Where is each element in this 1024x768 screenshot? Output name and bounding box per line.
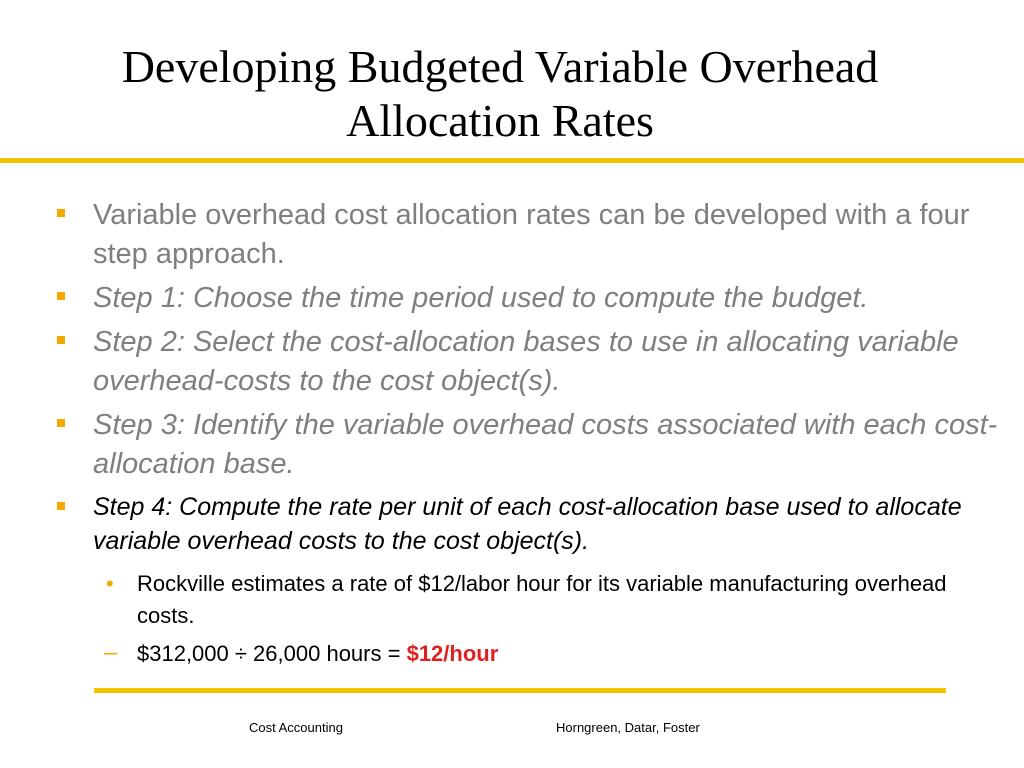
slide-title-line-2: Allocation Rates — [346, 95, 654, 146]
calculation-result: $12/hour — [406, 641, 499, 666]
bullet-step-3 — [0, 406, 1024, 484]
bullet-step-2 — [0, 323, 1024, 401]
calculation-expression: $312,000 ÷ 26,000 hours = — [137, 641, 407, 666]
bullet-step-4 — [0, 490, 1024, 558]
square-bullet-icon — [57, 502, 65, 510]
square-bullet-icon — [57, 419, 65, 427]
dot-bullet-icon: • — [106, 571, 114, 596]
bullet-step-1 — [0, 279, 1024, 318]
square-bullet-icon — [57, 292, 65, 300]
slide-title-line-1: Developing Budgeted Variable Overhead — [121, 41, 879, 92]
sub-bullet-calculation — [0, 638, 1024, 670]
slide-title — [0, 40, 1000, 148]
bullet-step-1-text: Step 1: Choose the time period used to compute the budget. — [93, 282, 869, 314]
dash-bullet-icon: – — [104, 639, 118, 666]
bullet-step-2-text: Step 2: Select the cost-allocation bases to use in allocating variable overhead-costs to the cost object(s). — [93, 326, 959, 397]
footer-divider — [94, 688, 946, 693]
footer-course: Cost Accounting — [249, 720, 343, 735]
bullet-intro — [0, 196, 1024, 274]
sub-bullet-rockville-text: Rockville estimates a rate of $12/labor hour for its variable manufacturing overhead costs. — [137, 571, 947, 628]
bullet-step-4-text: Step 4: Compute the rate per unit of each cost-allocation base used to allocate variable overhead costs to the cost object(s). — [93, 493, 962, 555]
footer-authors: Horngreen, Datar, Foster — [556, 720, 700, 735]
square-bullet-icon — [57, 209, 65, 217]
bullet-step-3-text: Step 3: Identify the variable overhead costs associated with each cost-allocation base. — [93, 409, 998, 480]
slide-body — [0, 196, 1024, 676]
square-bullet-icon — [57, 336, 65, 344]
bullet-intro-text: Variable overhead cost allocation rates can be developed with a four step approach. — [93, 199, 970, 270]
sub-bullet-rockville — [0, 568, 1024, 632]
title-divider — [0, 158, 1024, 163]
